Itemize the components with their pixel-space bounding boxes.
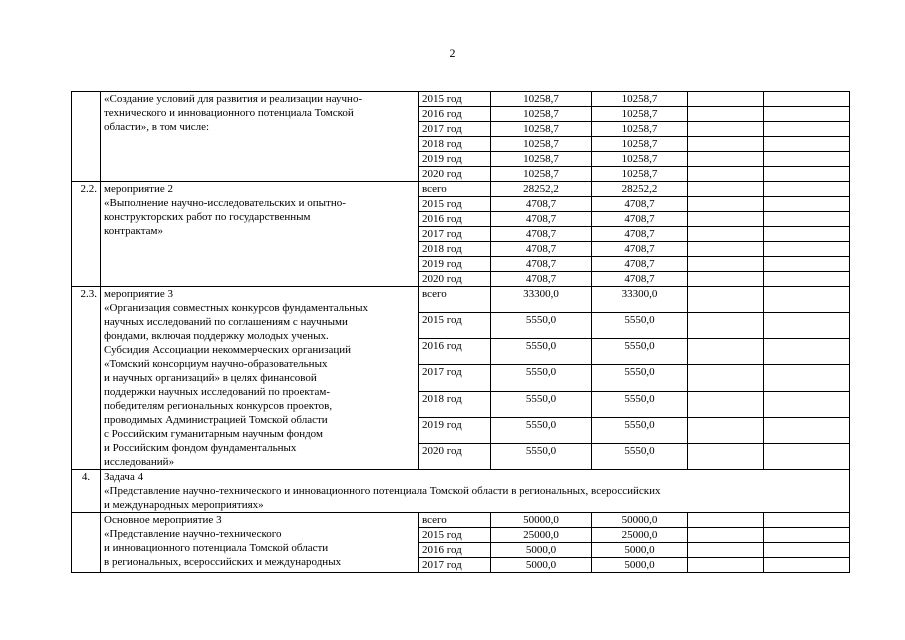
empty-cell (688, 107, 764, 122)
activity-description-line: и инновационного потенциала Томской области (104, 542, 329, 554)
year-label: 2017 год (419, 122, 491, 137)
empty-cell (764, 339, 850, 365)
year-label: 2019 год (419, 417, 491, 443)
empty-cell (764, 122, 850, 137)
empty-cell (764, 242, 850, 257)
table-row (72, 182, 850, 197)
amount-regional: 4708,7 (592, 242, 688, 257)
year-label: 2017 год (419, 365, 491, 391)
activity-description-line: поддержки научных исследований по проектам- (104, 386, 330, 398)
amount-regional: 4708,7 (592, 257, 688, 272)
year-label: 2016 год (419, 107, 491, 122)
empty-cell (688, 391, 764, 417)
activity-description-line: мероприятие 2 (104, 183, 174, 195)
amount-total: 5550,0 (491, 313, 592, 339)
amount-total: 10258,7 (491, 167, 592, 182)
activity-description-line: области», в том числе: (104, 121, 210, 133)
amount-regional: 10258,7 (592, 137, 688, 152)
empty-cell (688, 167, 764, 182)
activity-number: 2.2. (72, 182, 101, 287)
amount-total: 4708,7 (491, 227, 592, 242)
amount-regional: 50000,0 (592, 513, 688, 528)
empty-cell (764, 443, 850, 469)
empty-cell (688, 558, 764, 573)
activity-description-line: «Представление научно-технического (104, 528, 282, 540)
empty-cell (764, 227, 850, 242)
activity-description-line: «Организация совместных конкурсов фундаментальных (104, 302, 368, 314)
amount-total: 33300,0 (491, 287, 592, 313)
empty-cell (688, 543, 764, 558)
activity-description-line: и научных организаций» в целях финансовой (104, 372, 317, 384)
year-label: 2015 год (419, 92, 491, 107)
amount-regional: 5550,0 (592, 443, 688, 469)
year-label: 2018 год (419, 242, 491, 257)
activity-description-line: «Томский консорциум научно-образовательных (104, 358, 328, 370)
amount-total: 10258,7 (491, 152, 592, 167)
year-label: 2015 год (419, 197, 491, 212)
activity-description-line: конструкторских работ по государственным (104, 211, 311, 223)
year-label: 2017 год (419, 227, 491, 242)
amount-regional: 5550,0 (592, 417, 688, 443)
empty-cell (764, 558, 850, 573)
amount-regional: 25000,0 (592, 528, 688, 543)
empty-cell (764, 212, 850, 227)
year-label: всего (419, 182, 491, 197)
empty-cell (688, 197, 764, 212)
year-label: 2020 год (419, 167, 491, 182)
empty-cell (688, 212, 764, 227)
amount-total: 4708,7 (491, 272, 592, 287)
empty-cell (764, 543, 850, 558)
amount-total: 10258,7 (491, 107, 592, 122)
table-row (72, 92, 850, 107)
amount-total: 28252,2 (491, 182, 592, 197)
page-number: 2 (449, 46, 456, 60)
activity-number (72, 513, 101, 573)
activity-number: 2.3. (72, 287, 101, 470)
empty-cell (688, 443, 764, 469)
amount-total: 25000,0 (491, 528, 592, 543)
activity-description-line: мероприятие 3 (104, 288, 174, 300)
amount-regional: 5550,0 (592, 391, 688, 417)
amount-regional: 33300,0 (592, 287, 688, 313)
amount-total: 10258,7 (491, 137, 592, 152)
amount-regional: 5550,0 (592, 339, 688, 365)
empty-cell (764, 152, 850, 167)
year-label: 2016 год (419, 339, 491, 365)
amount-regional: 10258,7 (592, 122, 688, 137)
empty-cell (688, 122, 764, 137)
amount-total: 5550,0 (491, 443, 592, 469)
amount-regional: 10258,7 (592, 107, 688, 122)
empty-cell (764, 137, 850, 152)
amount-regional: 5000,0 (592, 543, 688, 558)
activity-description-line: «Создание условий для развития и реализации научно- (104, 93, 363, 105)
amount-total: 5000,0 (491, 543, 592, 558)
activity-description-line: и Российским фондом фундаментальных (104, 442, 297, 454)
year-label: 2019 год (419, 152, 491, 167)
empty-cell (764, 313, 850, 339)
activity-description (101, 182, 419, 287)
amount-total: 10258,7 (491, 122, 592, 137)
amount-regional: 10258,7 (592, 92, 688, 107)
amount-regional: 4708,7 (592, 197, 688, 212)
activity-description-line: «Выполнение научно-исследовательских и опытно- (104, 197, 346, 209)
amount-total: 4708,7 (491, 257, 592, 272)
amount-total: 4708,7 (491, 197, 592, 212)
amount-regional: 4708,7 (592, 212, 688, 227)
activity-description (101, 287, 419, 470)
activity-description (101, 92, 419, 182)
empty-cell (764, 107, 850, 122)
table-row (72, 513, 850, 528)
empty-cell (764, 197, 850, 212)
empty-cell (688, 365, 764, 391)
year-label: 2017 год (419, 558, 491, 573)
year-label: 2016 год (419, 543, 491, 558)
empty-cell (688, 152, 764, 167)
year-label: 2016 год (419, 212, 491, 227)
empty-cell (688, 242, 764, 257)
year-label: 2020 год (419, 272, 491, 287)
empty-cell (688, 513, 764, 528)
activity-description-line: исследований» (104, 456, 175, 468)
activity-description (101, 513, 419, 573)
year-label: 2015 год (419, 313, 491, 339)
amount-regional: 10258,7 (592, 167, 688, 182)
empty-cell (764, 167, 850, 182)
amount-total: 4708,7 (491, 212, 592, 227)
empty-cell (764, 417, 850, 443)
activity-description-line: фондами, включая поддержку молодых ученых. (104, 330, 329, 342)
activity-description-line: победителям региональных конкурсов проектов, (104, 400, 333, 412)
task-description-line: Задача 4 (104, 471, 144, 483)
year-label: 2019 год (419, 257, 491, 272)
empty-cell (764, 528, 850, 543)
empty-cell (688, 227, 764, 242)
amount-total: 5000,0 (491, 558, 592, 573)
budget-table (71, 91, 850, 573)
amount-total: 5550,0 (491, 417, 592, 443)
amount-regional: 4708,7 (592, 272, 688, 287)
empty-cell (764, 513, 850, 528)
year-label: всего (419, 287, 491, 313)
task-number: 4. (72, 470, 101, 513)
empty-cell (764, 257, 850, 272)
activity-description-line: контрактам» (104, 225, 163, 237)
amount-regional: 10258,7 (592, 152, 688, 167)
activity-number (72, 92, 101, 182)
amount-regional: 4708,7 (592, 227, 688, 242)
activity-description-line: Субсидия Ассоциации некоммерческих организаций (104, 344, 352, 356)
amount-regional: 28252,2 (592, 182, 688, 197)
empty-cell (688, 92, 764, 107)
table-row (72, 287, 850, 313)
empty-cell (688, 257, 764, 272)
activity-description-line: проводимых Администрацией Томской области (104, 414, 328, 426)
activity-description-line: научных исследований по соглашениям с научными (104, 316, 348, 328)
activity-description-line: технического и инновационного потенциала Томской (104, 107, 354, 119)
amount-regional: 5000,0 (592, 558, 688, 573)
empty-cell (688, 287, 764, 313)
activity-description-line: с Российским гуманитарным научным фондом (104, 428, 323, 440)
amount-total: 4708,7 (491, 242, 592, 257)
amount-regional: 5550,0 (592, 365, 688, 391)
empty-cell (688, 272, 764, 287)
amount-regional: 5550,0 (592, 313, 688, 339)
empty-cell (688, 182, 764, 197)
empty-cell (764, 272, 850, 287)
empty-cell (764, 287, 850, 313)
empty-cell (688, 339, 764, 365)
task-description-line: «Представление научно-технического и инновационного потенциала Томской области в региональных, всероссийских (104, 485, 661, 497)
amount-total: 50000,0 (491, 513, 592, 528)
empty-cell (688, 417, 764, 443)
amount-total: 5550,0 (491, 391, 592, 417)
task-description-line: и международных мероприятиях» (104, 499, 264, 511)
year-label: всего (419, 513, 491, 528)
year-label: 2018 год (419, 391, 491, 417)
empty-cell (764, 391, 850, 417)
empty-cell (764, 92, 850, 107)
empty-cell (764, 182, 850, 197)
task-row (72, 470, 850, 513)
empty-cell (688, 137, 764, 152)
amount-total: 5550,0 (491, 339, 592, 365)
empty-cell (688, 528, 764, 543)
activity-description-line: в региональных, всероссийских и международных (104, 556, 342, 568)
task-description (101, 470, 850, 513)
amount-total: 10258,7 (491, 92, 592, 107)
year-label: 2018 год (419, 137, 491, 152)
activity-description-line: Основное мероприятие 3 (104, 514, 222, 526)
amount-total: 5550,0 (491, 365, 592, 391)
year-label: 2015 год (419, 528, 491, 543)
empty-cell (764, 365, 850, 391)
year-label: 2020 год (419, 443, 491, 469)
empty-cell (688, 313, 764, 339)
